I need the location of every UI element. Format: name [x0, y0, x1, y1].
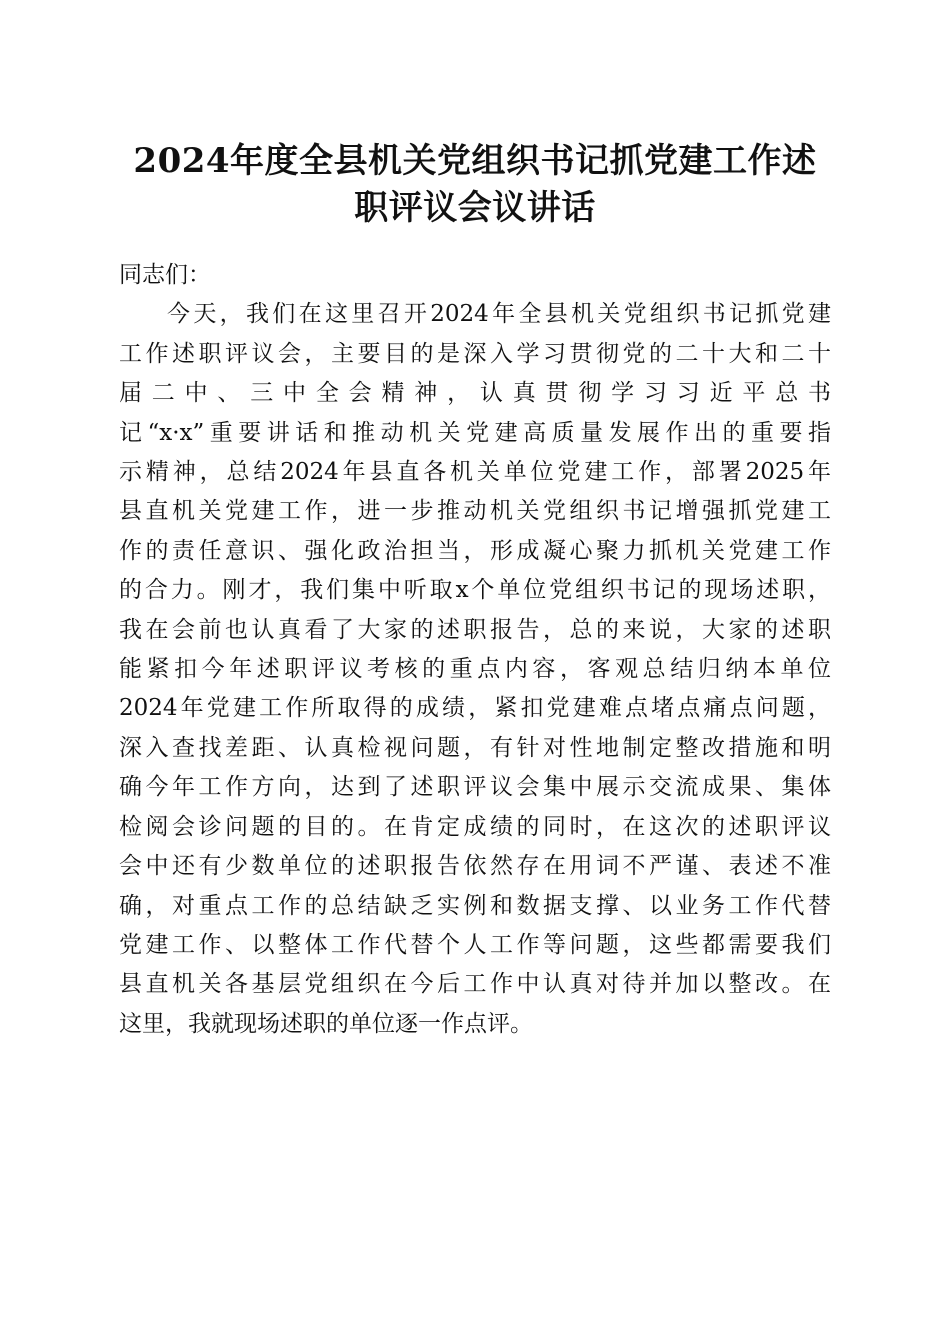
- paragraph-line: 的合力。刚才，我们集中听取x个单位党组织书记的现场述职，: [119, 577, 831, 604]
- paragraph-line: 示精神，总结2024年县直各机关单位党建工作，部署2025年: [119, 459, 831, 486]
- paragraph-line: 工作述职评议会，主要目的是深入学习贯彻党的二十大和二十: [119, 340, 831, 367]
- paragraph-line: 党建工作、以整体工作代替个人工作等问题，这些都需要我们: [119, 931, 831, 958]
- paragraph-line: 检阅会诊问题的目的。在肯定成绩的同时，在这次的述职评议: [119, 813, 831, 840]
- paragraph-line: 确，对重点工作的总结缺乏实例和数据支撑、以业务工作代替: [119, 892, 831, 919]
- paragraph-line: 2024年党建工作所取得的成绩，紧扣党建难点堵点痛点问题，: [119, 695, 831, 722]
- paragraph-line: 县直机关各基层党组织在今后工作中认真对待并加以整改。在: [119, 971, 831, 998]
- paragraph-line: 县直机关党建工作，进一步推动机关党组织书记增强抓党建工: [119, 498, 831, 525]
- paragraph-line: 届二中、三中全会精神，认真贯彻学习习近平总书: [119, 380, 831, 407]
- paragraph-line: 能紧扣今年述职评议考核的重点内容，客观总结归纳本单位: [119, 656, 831, 683]
- paragraph-line: 作的责任意识、强化政治担当，形成凝心聚力抓机关党建工作: [119, 537, 831, 564]
- paragraph-line: 我在会前也认真看了大家的述职报告，总的来说，大家的述职: [119, 616, 831, 643]
- document-title: [110, 138, 840, 232]
- paragraph-line: 这里，我就现场述职的单位逐一作点评。: [119, 1010, 533, 1037]
- title-line: 职评议会议讲话: [354, 188, 596, 228]
- paragraph-line: 今天，我们在这里召开2024年全县机关党组织书记抓党建: [167, 301, 831, 328]
- title-line: 2024年度全县机关党组织书记抓党建工作述: [133, 141, 817, 181]
- paragraph-line: 记“x·x”重要讲话和推动机关党建高质量发展作出的重要指: [119, 419, 831, 446]
- document-body: [119, 256, 831, 1044]
- paragraph-line: 会中还有少数单位的述职报告依然存在用词不严谨、表述不准: [119, 853, 831, 880]
- paragraph-line: 深入查找差距、认真检视问题，有针对性地制定整改措施和明: [119, 734, 831, 761]
- salutation: 同志们：: [119, 262, 211, 288]
- paragraph-line: 确今年工作方向，达到了述职评议会集中展示交流成果、集体: [119, 774, 831, 801]
- body-paragraph: [119, 295, 831, 1044]
